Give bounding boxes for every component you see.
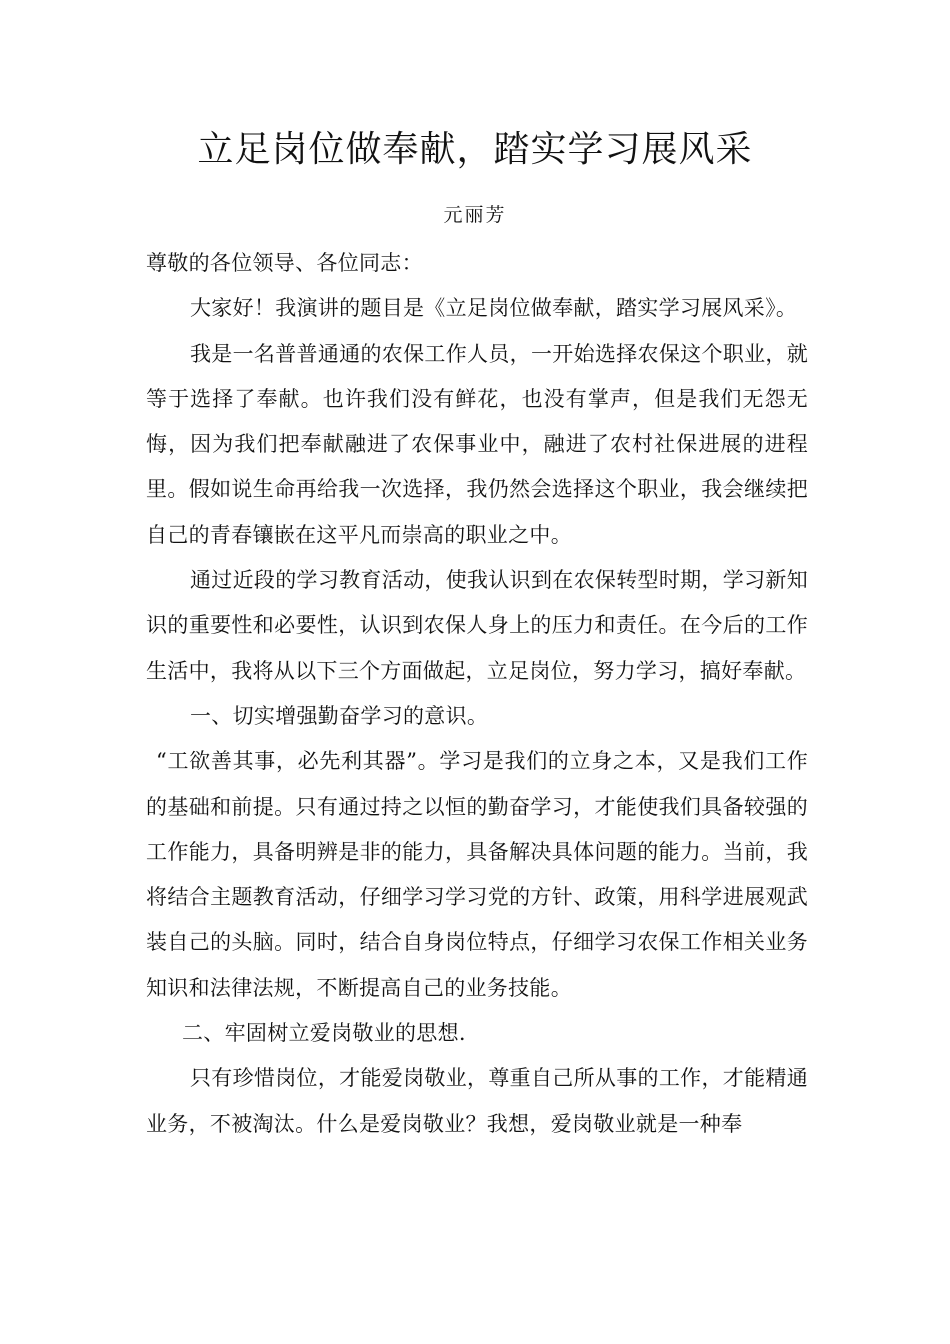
document-author: 元丽芳: [443, 204, 507, 226]
document-title: 立足岗位做奉献，踏实学习展风采: [197, 129, 753, 170]
salutation: 尊敬的各位领导、各位同志：: [146, 251, 423, 275]
paragraph: 只有珍惜岗位，才能爱岗敬业，尊重自己所从事的工作，才能精通业务，不被淘汰。什么是爱岗敬业？我想，爱岗敬业就是一种奉: [146, 1066, 808, 1136]
paragraph: 我是一名普普通通的农保工作人员，一开始选择农保这个职业，就等于选择了奉献。也许我们没有鲜花，也没有掌声，但是我们无怨无悔，因为我们把奉献融进了农保事业中，融进了农村社保进展的进程里。假如说生命再给我一次选择，我仍然会选择这个职业，我会继续把自己的青春镶嵌在这平凡而崇高的职业之中。: [146, 341, 808, 547]
section-heading: 二、牢固树立爱岗敬业的思想.: [182, 1021, 466, 1046]
section-heading: 一、切实增强勤奋学习的意识。: [190, 703, 489, 728]
document-body: [146, 241, 808, 1147]
paragraph: 通过近段的学习教育活动，使我认识到在农保转型时期，学习新知识的重要性和必要性，认识到农保人身上的压力和责任。在今后的工作生活中，我将从以下三个方面做起，立足岗位，努力学习，搞好奉献。: [146, 568, 808, 683]
paragraph: “工欲善其事，必先利其器”。学习是我们的立身之本，又是我们工作的基础和前提。只有通过持之以恒的勤奋学习，才能使我们具备较强的工作能力，具备明辨是非的能力，具备解决具体问题的能力。当前，我将结合主题教育活动，仔细学习学习党的方针、政策，用科学进展观武装自己的头脑。同时，结合自身岗位特点，仔细学习农保工作相关业务知识和法律法规，不断提高自己的业务技能。: [146, 749, 808, 1000]
paragraph: 大家好！我演讲的题目是《立足岗位做奉献，踏实学习展风采》。: [190, 296, 798, 321]
